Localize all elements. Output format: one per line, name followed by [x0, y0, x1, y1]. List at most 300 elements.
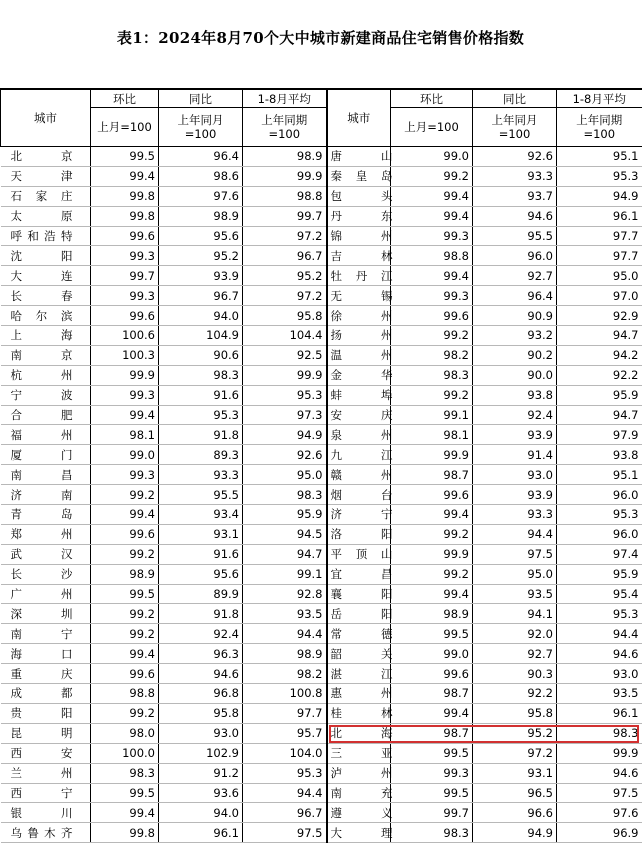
mom-cell: 98.3	[91, 763, 159, 783]
city-name-cell	[1, 365, 91, 385]
yoy-cell: 91.2	[159, 763, 243, 783]
avg-cell: 99.9	[243, 166, 327, 186]
avg-cell: 96.1	[557, 703, 642, 723]
city-name: 天 津	[10, 169, 73, 184]
city-name: 贵 阳	[10, 706, 73, 721]
city-name: 吉 林	[330, 248, 393, 263]
mom-cell: 98.1	[91, 425, 159, 445]
mom-cell: 99.2	[91, 703, 159, 723]
city-name: 昆 明	[10, 726, 73, 741]
yoy-cell: 93.1	[473, 763, 557, 783]
yoy-cell: 97.5	[473, 544, 557, 564]
table-row	[1, 524, 642, 544]
city-name-cell	[1, 345, 91, 365]
mom-cell: 99.8	[91, 823, 159, 843]
yoy-cell: 93.2	[473, 326, 557, 346]
mom-cell: 99.2	[91, 485, 159, 505]
city-name-cell	[327, 624, 391, 644]
city-name: 泉 州	[330, 427, 393, 442]
city-name: 安 庆	[330, 408, 393, 423]
yoy-cell: 96.4	[473, 286, 557, 306]
city-name-cell	[1, 584, 91, 604]
yoy-cell: 93.7	[473, 186, 557, 206]
yoy-cell: 95.5	[473, 226, 557, 246]
yoy-cell: 95.5	[159, 485, 243, 505]
city-name: 大 连	[10, 268, 73, 283]
city-name: 哈 尔 滨	[10, 308, 73, 323]
mom-cell: 100.3	[91, 345, 159, 365]
city-name-cell	[327, 306, 391, 326]
table-row	[1, 326, 642, 346]
city-name-cell	[1, 445, 91, 465]
yoy-cell: 93.6	[159, 783, 243, 803]
mom-cell: 99.4	[391, 703, 473, 723]
mom-cell: 99.4	[91, 166, 159, 186]
yoy-cell: 98.9	[159, 206, 243, 226]
yoy-cell: 90.3	[473, 664, 557, 684]
yoy-cell: 91.6	[159, 544, 243, 564]
mom-cell: 99.6	[91, 306, 159, 326]
yoy-cell: 89.9	[159, 584, 243, 604]
city-name: 温 州	[330, 348, 393, 363]
mom-cell: 99.2	[91, 624, 159, 644]
city-name-cell	[1, 664, 91, 684]
avg-cell: 95.8	[243, 306, 327, 326]
avg-cell: 98.8	[243, 186, 327, 206]
table-row	[1, 803, 642, 823]
mom-cell: 99.8	[91, 206, 159, 226]
city-name-cell	[327, 703, 391, 723]
table-row	[1, 763, 642, 783]
avg-cell: 94.2	[557, 345, 642, 365]
mom-cell: 99.3	[391, 763, 473, 783]
avg-cell: 95.3	[557, 604, 642, 624]
yoy-cell: 95.8	[473, 703, 557, 723]
mom-cell: 99.5	[91, 147, 159, 167]
yoy-cell: 91.8	[159, 425, 243, 445]
mom-cell: 98.3	[391, 365, 473, 385]
price-index-table	[0, 88, 642, 843]
yoy-cell: 94.0	[159, 306, 243, 326]
avg-cell: 99.1	[243, 564, 327, 584]
table-row	[1, 465, 642, 485]
yoy-cell: 95.3	[159, 405, 243, 425]
table-row	[1, 206, 642, 226]
yoy-cell: 97.6	[159, 186, 243, 206]
city-name-cell	[1, 246, 91, 266]
col-subheader-avg-left: 上年同期=100	[243, 108, 327, 147]
yoy-cell: 93.0	[159, 723, 243, 743]
city-name: 唐 山	[330, 149, 393, 164]
city-name: 杭 州	[10, 368, 73, 383]
city-name: 桂 林	[330, 706, 393, 721]
city-name: 烟 台	[330, 487, 393, 502]
col-header-city-right: 城市	[327, 89, 391, 147]
city-name: 泸 州	[330, 766, 393, 781]
avg-cell: 94.6	[557, 644, 642, 664]
avg-cell: 98.3	[557, 723, 642, 743]
table-row	[1, 266, 642, 286]
mom-cell: 99.3	[391, 286, 473, 306]
table-row	[1, 664, 642, 684]
avg-cell: 98.9	[243, 147, 327, 167]
yoy-cell: 94.9	[473, 823, 557, 843]
table-row	[1, 186, 642, 206]
city-name-cell	[327, 644, 391, 664]
yoy-cell: 91.4	[473, 445, 557, 465]
yoy-cell: 93.5	[473, 584, 557, 604]
city-name: 兰 州	[10, 766, 73, 781]
city-name-cell	[1, 465, 91, 485]
city-name: 丹 东	[330, 209, 393, 224]
city-name: 济 南	[10, 487, 73, 502]
city-name: 厦 门	[10, 447, 73, 462]
city-name: 惠 州	[330, 686, 393, 701]
yoy-cell: 91.8	[159, 604, 243, 624]
avg-cell: 97.2	[243, 286, 327, 306]
city-name-cell	[1, 823, 91, 843]
city-name: 牡 丹 江	[330, 268, 393, 283]
city-name-cell	[327, 723, 391, 743]
table-row	[1, 226, 642, 246]
mom-cell: 99.4	[391, 186, 473, 206]
avg-cell: 97.5	[243, 823, 327, 843]
col-subheader-yoy-right: 上年同月=100	[473, 108, 557, 147]
city-name: 金 华	[330, 368, 393, 383]
table-row	[1, 743, 642, 763]
city-name-cell	[1, 544, 91, 564]
city-name: 秦 皇 岛	[330, 169, 393, 184]
city-name: 乌 鲁 木 齐	[10, 825, 73, 840]
avg-cell: 98.9	[243, 644, 327, 664]
city-name-cell	[1, 624, 91, 644]
city-name-cell	[1, 723, 91, 743]
table-row	[1, 286, 642, 306]
yoy-cell: 93.1	[159, 524, 243, 544]
city-name-cell	[1, 405, 91, 425]
avg-cell: 99.9	[243, 365, 327, 385]
city-name: 西 安	[10, 746, 73, 761]
table-title: 表1：2024年8月70个大中城市新建商品住宅销售价格指数	[116, 29, 525, 47]
table-row	[1, 703, 642, 723]
city-name-cell	[1, 206, 91, 226]
city-name: 北 海	[330, 726, 393, 741]
yoy-cell: 104.9	[159, 326, 243, 346]
mom-cell: 99.6	[391, 485, 473, 505]
avg-cell: 97.0	[557, 286, 642, 306]
yoy-cell: 94.0	[159, 803, 243, 823]
mom-cell: 99.5	[391, 743, 473, 763]
city-name: 宁 波	[10, 388, 73, 403]
avg-cell: 92.6	[243, 445, 327, 465]
avg-cell: 94.7	[243, 544, 327, 564]
avg-cell: 94.6	[557, 763, 642, 783]
avg-cell: 94.4	[243, 624, 327, 644]
table-header	[1, 89, 642, 147]
city-name-cell	[1, 505, 91, 525]
avg-cell: 95.0	[243, 465, 327, 485]
yoy-cell: 93.3	[159, 465, 243, 485]
col-subheader-mom-right: 上月=100	[391, 108, 473, 147]
yoy-cell: 93.3	[473, 505, 557, 525]
yoy-cell: 91.6	[159, 385, 243, 405]
city-name-cell	[327, 584, 391, 604]
col-header-avg-right: 1-8月平均	[557, 89, 642, 108]
yoy-cell: 93.9	[159, 266, 243, 286]
city-name: 合 肥	[10, 408, 73, 423]
yoy-cell: 95.2	[159, 246, 243, 266]
city-name: 上 海	[10, 328, 73, 343]
yoy-cell: 98.3	[159, 365, 243, 385]
city-name: 海 口	[10, 646, 73, 661]
avg-cell: 94.9	[557, 186, 642, 206]
mom-cell: 99.6	[91, 664, 159, 684]
table-row	[1, 505, 642, 525]
col-header-yoy-left: 同比	[159, 89, 243, 108]
mom-cell: 99.5	[91, 584, 159, 604]
col-header-city-left: 城市	[1, 89, 91, 147]
city-name: 蚌 埠	[330, 388, 393, 403]
mom-cell: 99.9	[391, 445, 473, 465]
avg-cell: 95.3	[557, 166, 642, 186]
table-row	[1, 604, 642, 624]
mom-cell: 99.6	[391, 664, 473, 684]
mom-cell: 99.0	[391, 644, 473, 664]
mom-cell: 99.7	[391, 803, 473, 823]
yoy-cell: 93.4	[159, 505, 243, 525]
table-row	[1, 385, 642, 405]
mom-cell: 99.3	[91, 465, 159, 485]
city-name-cell	[1, 703, 91, 723]
city-name-cell	[327, 763, 391, 783]
mom-cell: 99.0	[391, 147, 473, 167]
city-name-cell	[1, 226, 91, 246]
yoy-cell: 94.1	[473, 604, 557, 624]
city-name: 锦 州	[330, 229, 393, 243]
yoy-cell: 96.1	[159, 823, 243, 843]
city-name: 银 川	[10, 805, 73, 820]
mom-cell: 100.6	[91, 326, 159, 346]
avg-cell: 96.0	[557, 524, 642, 544]
table-row	[1, 544, 642, 564]
city-name: 福 州	[10, 427, 73, 442]
avg-cell: 98.3	[243, 485, 327, 505]
yoy-cell: 96.0	[473, 246, 557, 266]
mom-cell: 99.6	[91, 226, 159, 246]
city-name: 长 沙	[10, 567, 73, 582]
avg-cell: 97.7	[557, 246, 642, 266]
city-name-cell	[1, 783, 91, 803]
table-body	[1, 147, 642, 843]
yoy-cell: 93.9	[473, 485, 557, 505]
col-header-mom-right: 环比	[391, 89, 473, 108]
mom-cell: 99.4	[91, 405, 159, 425]
city-name: 深 圳	[10, 606, 73, 621]
mom-cell: 99.4	[391, 266, 473, 286]
avg-cell: 95.4	[557, 584, 642, 604]
city-name-cell	[1, 743, 91, 763]
avg-cell: 94.5	[243, 524, 327, 544]
yoy-cell: 96.5	[473, 783, 557, 803]
table-row	[1, 345, 642, 365]
avg-cell: 96.9	[557, 823, 642, 843]
table-row	[1, 365, 642, 385]
avg-cell: 96.1	[557, 206, 642, 226]
avg-cell: 95.3	[243, 385, 327, 405]
yoy-cell: 95.6	[159, 226, 243, 246]
table-row	[1, 306, 642, 326]
city-name-cell	[327, 206, 391, 226]
city-name-cell	[1, 286, 91, 306]
yoy-cell: 95.6	[159, 564, 243, 584]
city-name: 无 锡	[330, 288, 393, 303]
city-name: 洛 阳	[330, 527, 393, 542]
city-name-cell	[327, 365, 391, 385]
yoy-cell: 92.2	[473, 684, 557, 704]
city-name-cell	[327, 664, 391, 684]
table-row	[1, 564, 642, 584]
city-name: 包 头	[330, 189, 393, 204]
yoy-cell: 94.4	[473, 524, 557, 544]
city-name: 宜 昌	[330, 567, 393, 582]
mom-cell: 99.5	[91, 783, 159, 803]
city-name-cell	[327, 684, 391, 704]
col-subheader-yoy-left: 上年同月=100	[159, 108, 243, 147]
city-name: 扬 州	[330, 328, 393, 343]
avg-cell: 93.8	[557, 445, 642, 465]
city-name-cell	[327, 246, 391, 266]
avg-cell: 94.4	[557, 624, 642, 644]
city-name-cell	[1, 326, 91, 346]
city-name: 赣 州	[330, 467, 393, 482]
mom-cell: 99.2	[91, 604, 159, 624]
city-name-cell	[327, 783, 391, 803]
col-header-avg-left: 1-8月平均	[243, 89, 327, 108]
avg-cell: 97.3	[243, 405, 327, 425]
city-name-cell	[1, 524, 91, 544]
mom-cell: 98.7	[391, 465, 473, 485]
city-name: 岳 阳	[330, 606, 393, 621]
mom-cell: 99.3	[91, 246, 159, 266]
yoy-cell: 92.4	[473, 405, 557, 425]
mom-cell: 98.1	[391, 425, 473, 445]
avg-cell: 94.4	[243, 783, 327, 803]
table-row	[1, 783, 642, 803]
avg-cell: 104.0	[243, 743, 327, 763]
mom-cell: 99.4	[91, 803, 159, 823]
avg-cell: 92.8	[243, 584, 327, 604]
mom-cell: 98.7	[391, 723, 473, 743]
table-row	[1, 166, 642, 186]
city-name-cell	[1, 147, 91, 167]
city-name-cell	[327, 505, 391, 525]
mom-cell: 99.8	[91, 186, 159, 206]
mom-cell: 99.4	[91, 505, 159, 525]
avg-cell: 99.7	[243, 206, 327, 226]
city-name: 大 理	[330, 825, 393, 840]
yoy-cell: 96.7	[159, 286, 243, 306]
avg-cell: 100.8	[243, 684, 327, 704]
city-name-cell	[327, 544, 391, 564]
mom-cell: 99.3	[91, 385, 159, 405]
city-name: 西 宁	[10, 785, 73, 800]
table-row	[1, 445, 642, 465]
avg-cell: 92.2	[557, 365, 642, 385]
avg-cell: 97.2	[243, 226, 327, 246]
col-header-yoy-right: 同比	[473, 89, 557, 108]
mom-cell: 99.4	[391, 505, 473, 525]
city-name: 平 顶 山	[330, 547, 393, 562]
avg-cell: 93.5	[557, 684, 642, 704]
avg-cell: 97.7	[557, 226, 642, 246]
yoy-cell: 92.4	[159, 624, 243, 644]
avg-cell: 99.9	[557, 743, 642, 763]
avg-cell: 94.7	[557, 405, 642, 425]
avg-cell: 92.9	[557, 306, 642, 326]
mom-cell: 99.5	[391, 624, 473, 644]
avg-cell: 97.5	[557, 783, 642, 803]
city-name: 济 宁	[330, 507, 393, 522]
city-name: 南 宁	[10, 626, 73, 641]
table-row	[1, 723, 642, 743]
mom-cell: 99.3	[91, 286, 159, 306]
mom-cell: 98.9	[91, 564, 159, 584]
col-subheader-mom-left: 上月=100	[91, 108, 159, 147]
avg-cell: 93.0	[557, 664, 642, 684]
avg-cell: 95.9	[243, 505, 327, 525]
city-name-cell	[1, 604, 91, 624]
avg-cell: 96.7	[243, 246, 327, 266]
mom-cell: 99.4	[91, 644, 159, 664]
col-subheader-avg-right: 上年同期=100	[557, 108, 642, 147]
yoy-cell: 92.7	[473, 266, 557, 286]
table-row	[1, 823, 642, 843]
table-row	[1, 425, 642, 445]
avg-cell: 92.5	[243, 345, 327, 365]
city-name-cell	[327, 266, 391, 286]
mom-cell: 99.3	[391, 226, 473, 246]
mom-cell: 98.8	[91, 684, 159, 704]
mom-cell: 98.9	[391, 604, 473, 624]
table-row	[1, 644, 642, 664]
city-name-cell	[1, 485, 91, 505]
yoy-cell: 96.6	[473, 803, 557, 823]
city-name: 重 庆	[10, 666, 73, 681]
yoy-cell: 93.0	[473, 465, 557, 485]
yoy-cell: 93.9	[473, 425, 557, 445]
yoy-cell: 96.3	[159, 644, 243, 664]
yoy-cell: 90.9	[473, 306, 557, 326]
mom-cell: 99.2	[391, 524, 473, 544]
avg-cell: 104.4	[243, 326, 327, 346]
yoy-cell: 89.3	[159, 445, 243, 465]
table-row	[1, 246, 642, 266]
yoy-cell: 93.8	[473, 385, 557, 405]
city-name-cell	[327, 286, 391, 306]
city-name: 郑 州	[10, 527, 73, 542]
yoy-cell: 95.2	[473, 723, 557, 743]
city-name-cell	[327, 405, 391, 425]
yoy-cell: 92.7	[473, 644, 557, 664]
yoy-cell: 95.0	[473, 564, 557, 584]
avg-cell: 95.9	[557, 385, 642, 405]
city-name: 常 德	[330, 626, 393, 641]
table-row	[1, 485, 642, 505]
city-name: 广 州	[10, 587, 73, 602]
yoy-cell: 90.0	[473, 365, 557, 385]
mom-cell: 99.6	[391, 306, 473, 326]
city-name: 北 京	[10, 149, 73, 164]
